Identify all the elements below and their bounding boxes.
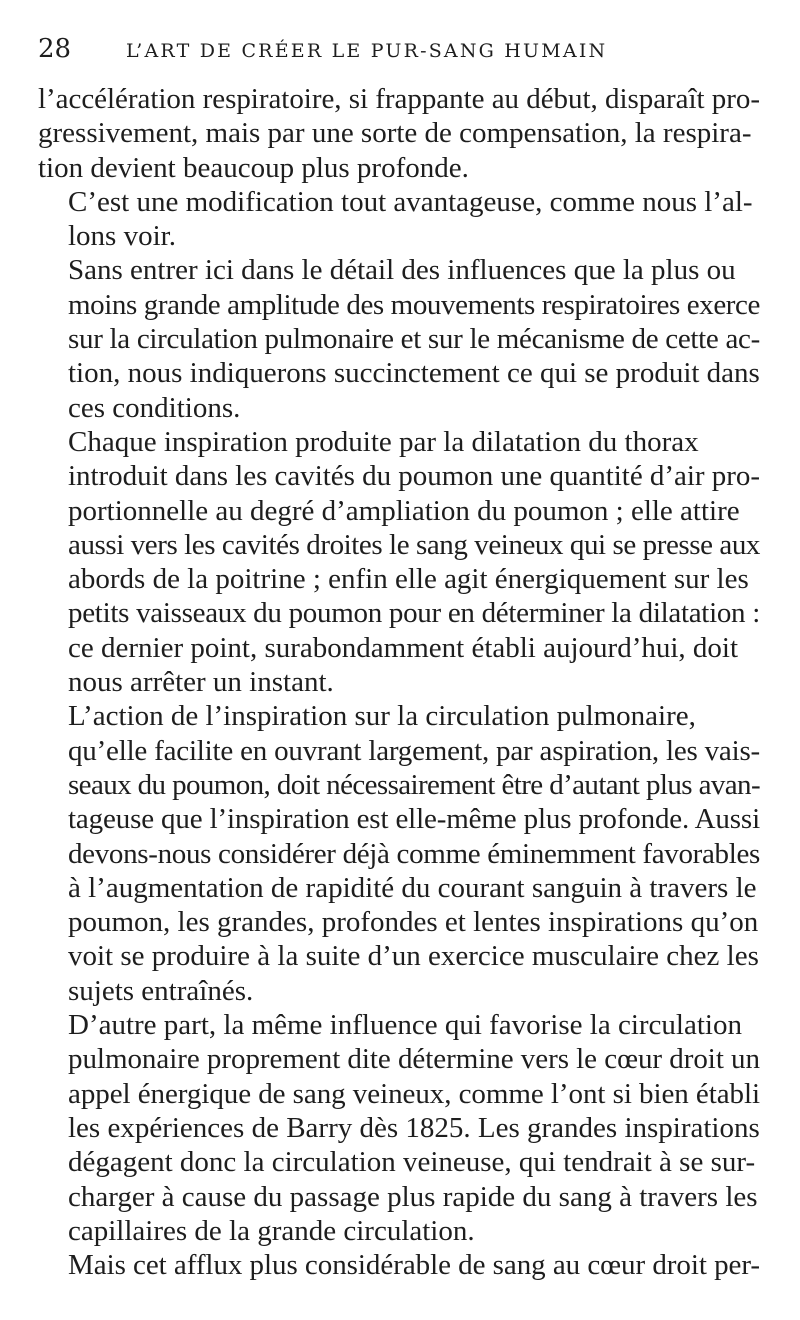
paragraph bbox=[38, 699, 760, 1008]
text-line: Mais cet afflux plus considérable de sang au cœur droit per- bbox=[68, 1249, 760, 1282]
text-line: seaux du poumon, doit nécessairement être d’autant plus avan- bbox=[68, 768, 760, 801]
text-line: petits vaisseaux du poumon pour en déterminer la dilatation : bbox=[68, 597, 760, 630]
page-number: 28 bbox=[38, 34, 72, 64]
text-line: abords de la poitrine ; enfin elle agit énergiquement sur les bbox=[68, 563, 749, 596]
text-line: gressivement, mais par une sorte de compensation, la respira- bbox=[38, 117, 752, 150]
body-text bbox=[38, 82, 760, 1282]
text-line: sur la circulation pulmonaire et sur le mécanisme de cette ac- bbox=[68, 323, 760, 356]
paragraph bbox=[38, 1248, 760, 1282]
text-line: qu’elle facilite en ouvrant largement, par aspiration, les vais- bbox=[68, 734, 760, 767]
paragraph bbox=[38, 185, 760, 254]
text-line: nous arrêter un instant. bbox=[68, 666, 334, 699]
text-line: pulmonaire proprement dite détermine vers le cœur droit un bbox=[68, 1043, 760, 1076]
text-line: les expériences de Barry dès 1825. Les grandes inspirations bbox=[68, 1111, 760, 1144]
text-line: Chaque inspiration produite par la dilatation du thorax bbox=[68, 425, 699, 458]
text-line: devons-nous considérer déjà comme éminemment favorables bbox=[68, 837, 760, 870]
running-title: L’ART DE CRÉER LE PUR-SANG HUMAIN bbox=[126, 40, 608, 62]
running-head bbox=[38, 34, 760, 74]
text-line: sujets entraînés. bbox=[68, 974, 254, 1007]
text-line: voit se produire à la suite d’un exercice musculaire chez les bbox=[68, 940, 759, 973]
text-line: moins grande amplitude des mouvements respiratoires exerce bbox=[68, 288, 760, 321]
text-line: poumon, les grandes, profondes et lentes inspirations qu’on bbox=[68, 906, 759, 939]
text-line: aussi vers les cavités droites le sang veineux qui se presse aux bbox=[68, 528, 760, 561]
text-line: appel énergique de sang veineux, comme l’ont si bien établi bbox=[68, 1077, 760, 1110]
text-line: L’action de l’inspiration sur la circulation pulmonaire, bbox=[68, 700, 696, 733]
paragraph bbox=[38, 82, 760, 185]
text-line: l’accélération respiratoire, si frappante au début, disparaît pro- bbox=[38, 83, 760, 115]
text-line: à l’augmentation de rapidité du courant sanguin à travers le bbox=[68, 871, 757, 904]
text-line: capillaires de la grande circulation. bbox=[68, 1214, 475, 1247]
text-line: dégagent donc la circulation veineuse, qui tendrait à se sur- bbox=[68, 1146, 756, 1179]
text-line: portionnelle au degré d’ampliation du poumon ; elle attire bbox=[68, 494, 740, 527]
text-line: ces conditions. bbox=[68, 391, 241, 424]
paragraph bbox=[38, 1008, 760, 1248]
text-line: introduit dans les cavités du poumon une quantité d’air pro- bbox=[68, 460, 760, 493]
text-line: lons voir. bbox=[68, 220, 176, 253]
paragraph bbox=[38, 425, 760, 699]
paragraph bbox=[38, 253, 760, 424]
text-line: C’est une modification tout avantageuse, comme nous l’al- bbox=[68, 185, 753, 218]
text-line: ce dernier point, surabondamment établi aujourd’hui, doit bbox=[68, 631, 739, 664]
text-line: tion devient beaucoup plus profonde. bbox=[38, 151, 469, 184]
text-line: D’autre part, la même influence qui favorise la circulation bbox=[68, 1009, 742, 1042]
text-line: charger à cause du passage plus rapide du sang à travers les bbox=[68, 1180, 758, 1213]
text-line: tion, nous indiquerons succinctement ce qui se produit dans bbox=[68, 357, 760, 390]
text-line: Sans entrer ici dans le détail des influences que la plus ou bbox=[68, 254, 736, 287]
text-line: tageuse que l’inspiration est elle-même plus profonde. Aussi bbox=[68, 803, 760, 836]
